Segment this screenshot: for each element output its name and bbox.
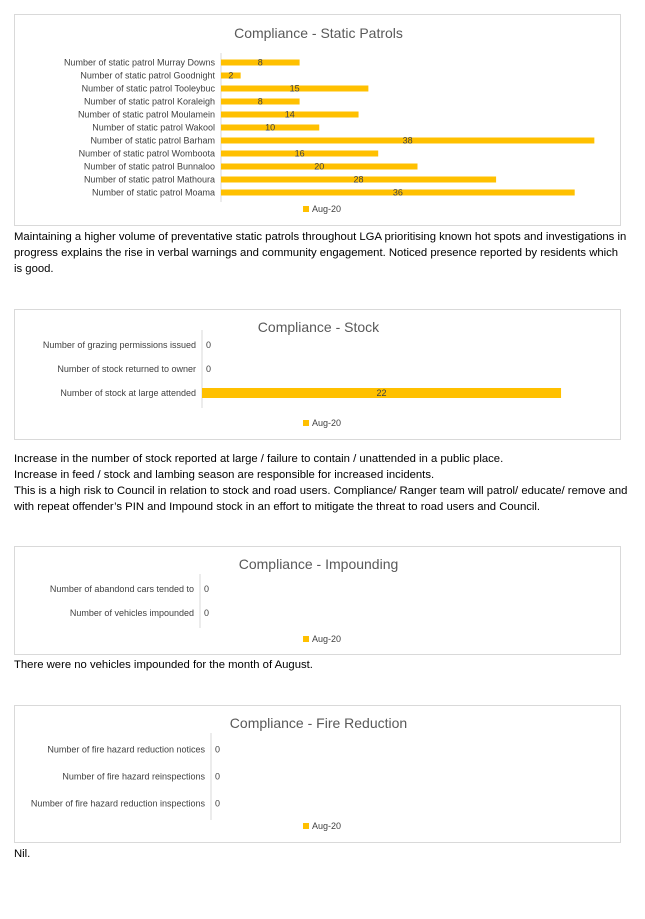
legend-swatch xyxy=(303,636,309,642)
legend-label: Aug-20 xyxy=(312,634,342,644)
legend-swatch xyxy=(303,206,309,212)
category-label: Number of static patrol Womboota xyxy=(78,148,215,159)
chart-static-patrols-svg xyxy=(15,15,622,227)
chart-title: Compliance - Impounding xyxy=(238,556,399,572)
data-label: 0 xyxy=(206,364,212,374)
data-label: 15 xyxy=(289,83,300,94)
category-label: Number of fire hazard reinspections xyxy=(62,771,205,782)
data-label: 20 xyxy=(314,161,325,172)
data-label: 0 xyxy=(215,798,221,809)
category-label: Number of stock returned to owner xyxy=(57,364,196,374)
legend-label: Aug-20 xyxy=(312,418,342,428)
stock-notes xyxy=(14,451,629,515)
chart-stock xyxy=(14,309,621,440)
category-label: Number of static patrol Bunnaloo xyxy=(83,161,215,172)
chart-fire-reduction-svg xyxy=(15,706,622,844)
data-label: 10 xyxy=(265,122,276,133)
category-label: Number of vehicles impounded xyxy=(69,608,194,618)
chart-title: Compliance - Fire Reduction xyxy=(229,715,408,731)
impounding-note-1: There were no vehicles impounded for the month of August. xyxy=(14,659,313,671)
legend-label: Aug-20 xyxy=(312,204,342,214)
data-label: 0 xyxy=(204,584,210,594)
data-label: 8 xyxy=(257,96,263,107)
chart-title: Compliance - Static Patrols xyxy=(234,25,403,41)
category-label: Number of static patrol Goodnight xyxy=(80,70,215,81)
data-label: 8 xyxy=(257,57,263,68)
fire-notes xyxy=(14,846,629,862)
data-label: 36 xyxy=(392,187,403,198)
category-label: Number of fire hazard reduction notices xyxy=(47,744,205,755)
category-label: Number of stock at large attended xyxy=(60,388,196,398)
category-label: Number of fire hazard reduction inspections xyxy=(30,798,205,809)
category-label: Number of static patrol Moama xyxy=(91,187,215,198)
stock-note-1: Increase in the number of stock reported at large / failure to contain / unattended in a public place. xyxy=(14,453,504,465)
category-label: Number of grazing permissions issued xyxy=(42,340,196,350)
fire-note-1: Nil. xyxy=(14,848,31,860)
stock-note-3: This is a high risk to Council in relation to stock and road users. Compliance/ Ranger team will patrol/ educate/ remove and with repeat offender’s PIN and Impound stock in an effort to mitigate the threat to road users and Council. xyxy=(14,485,628,513)
data-label: 0 xyxy=(206,340,212,350)
category-label: Number of static patrol Wakool xyxy=(92,122,215,133)
data-label: 28 xyxy=(353,174,364,185)
category-label: Number of static patrol Murray Downs xyxy=(63,57,215,68)
data-label: 22 xyxy=(376,388,387,398)
data-label: 0 xyxy=(215,771,221,782)
chart-stock-svg xyxy=(15,310,622,441)
legend-label: Aug-20 xyxy=(312,821,342,831)
chart-title: Compliance - Stock xyxy=(257,319,380,335)
category-label: Number of static patrol Moulamein xyxy=(77,109,215,120)
data-label: 38 xyxy=(402,135,413,146)
legend-swatch xyxy=(303,420,309,426)
data-label: 2 xyxy=(228,70,234,81)
category-label: Number of static patrol Koraleigh xyxy=(83,96,215,107)
impounding-notes xyxy=(14,657,629,673)
chart-impounding-svg xyxy=(15,547,622,656)
patrols-note-1: Maintaining a higher volume of preventative static patrols throughout LGA prioritising known hot spots and investigations in progress explains the rise in verbal warnings and community engagement. Noticed presence reported by residents which is good. xyxy=(14,231,627,275)
patrols-notes xyxy=(14,229,629,277)
category-label: Number of static patrol Barham xyxy=(90,135,215,146)
legend-swatch xyxy=(303,823,309,829)
data-label: 0 xyxy=(204,608,210,618)
category-label: Number of abandond cars tended to xyxy=(49,584,194,594)
category-label: Number of static patrol Tooleybuc xyxy=(81,83,215,94)
data-label: 0 xyxy=(215,744,221,755)
stock-note-2: Increase in feed / stock and lambing season are responsible for increased incidents. xyxy=(14,469,435,481)
data-label: 14 xyxy=(284,109,295,120)
chart-impounding xyxy=(14,546,621,655)
chart-static-patrols xyxy=(14,14,621,226)
category-label: Number of static patrol Mathoura xyxy=(83,174,215,185)
data-label: 16 xyxy=(294,148,305,159)
chart-fire-reduction xyxy=(14,705,621,843)
